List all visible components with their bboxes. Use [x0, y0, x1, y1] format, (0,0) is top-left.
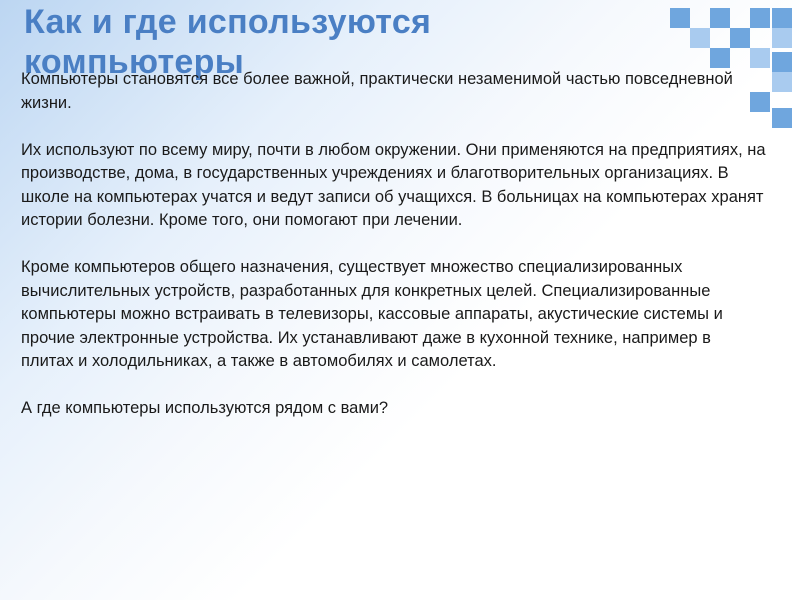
checker-square: [750, 48, 770, 68]
paragraph-intro: Компьютеры становятся все более важной, практически незаменимой частью повседневной жизни.: [21, 70, 733, 112]
slide-body: [21, 68, 766, 421]
checker-square: [710, 8, 730, 28]
checker-square: [730, 28, 750, 48]
checker-square: [772, 8, 792, 28]
checker-square: [772, 72, 792, 92]
checker-square: [772, 108, 792, 128]
checker-square: [710, 48, 730, 68]
checker-square: [750, 8, 770, 28]
slide-title: Как и где используются компьютеры: [24, 3, 432, 81]
checker-square: [690, 28, 710, 48]
paragraph-usage: Их используют по всему миру, почти в любом окружении. Они применяются на предприятиях, на производстве, дома, в государственных учреждениях и благотворительных организациях. В школе на компьютерах учатся и ведут записи об учащихся. В больницах на компьютерах хранят истории болезни. Кроме того, они помогают при лечении.: [21, 140, 766, 229]
checker-square: [772, 52, 792, 72]
checker-square: [772, 28, 792, 48]
checker-square: [670, 8, 690, 28]
paragraph-special-devices: Кроме компьютеров общего назначения, существует множество специализированных вычислительных устройств, разработанных для конкретных целей. Специализированные компьютеры можно встраивать в телевизоры, кассовые аппараты, акустические системы и прочие электронные устройства. Их устанавливают даже в кухонной технике, например в плитах и холодильниках, а также в автомобилях и самолетах.: [21, 258, 723, 370]
paragraph-question: А где компьютеры используются рядом с вами?: [21, 399, 389, 417]
